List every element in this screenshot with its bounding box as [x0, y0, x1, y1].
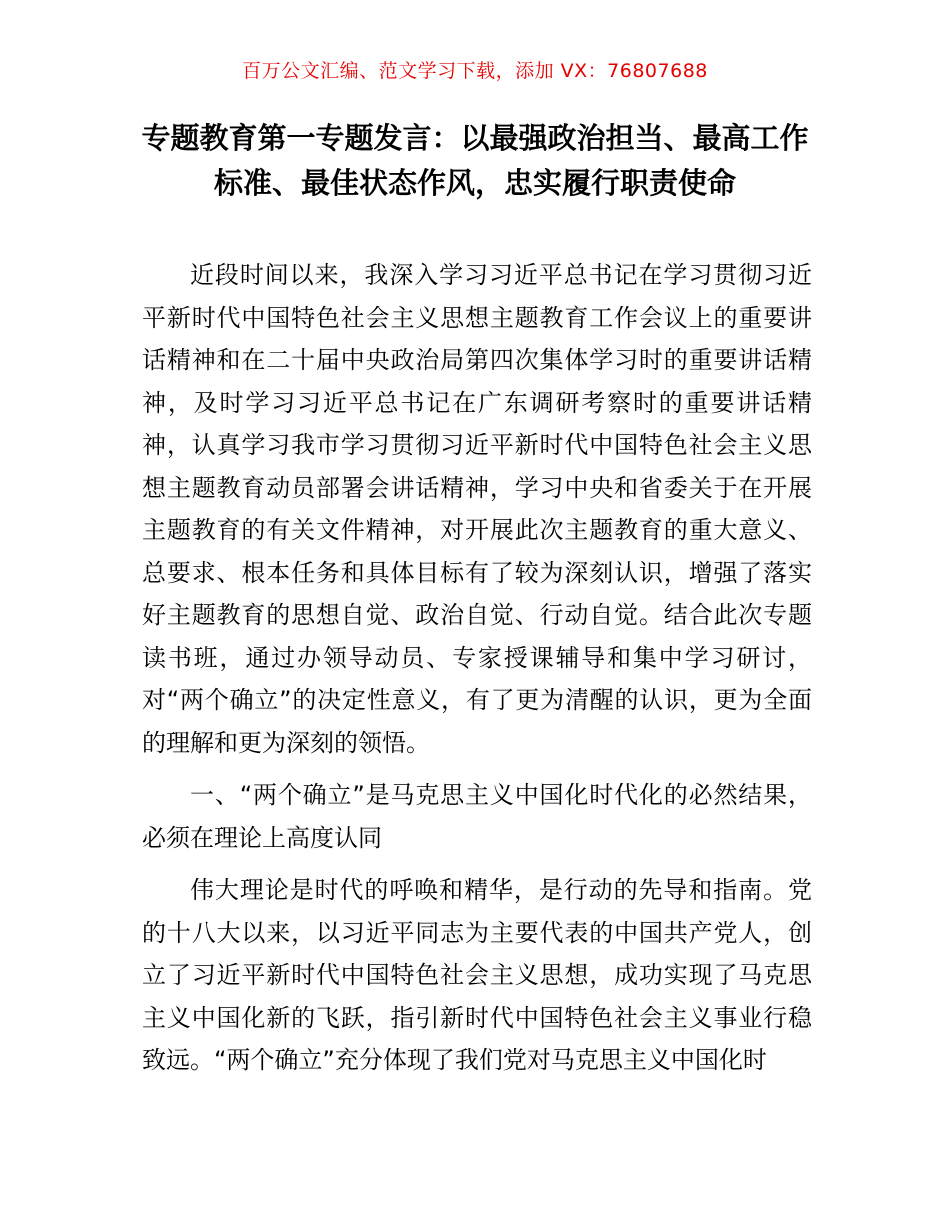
paragraph-section-1: 伟大理论是时代的呼唤和精华，是行动的先导和指南。党的十八大以来，以习近平同志为主要代表的中国共产党人，创立了习近平新时代中国特色社会主义思想，成功实现了马克思主义中国化新的飞跃，指引新时代中国特色社会主义事业行稳致远。“两个确立”充分体现了我们党对马克思主义中国化时 — [142, 876, 812, 1074]
document-title: 专题教育第一专题发言：以最强政治担当、最高工作标准、最佳状态作风，忠实履行职责使命 — [141, 121, 809, 200]
watermark-header: 百万公文汇编、范文学习下载，添加 VX：76807688 — [242, 60, 708, 82]
document-body — [142, 254, 812, 1092]
paragraph-intro: 近段时间以来，我深入学习习近平总书记在学习贯彻习近平新时代中国特色社会主义思想主题教育工作会议上的重要讲话精神和在二十届中央政治局第四次集体学习时的重要讲话精神，及时学习习近平总书记在广东调研考察时的重要讲话精神，认真学习我市学习贯彻习近平新时代中国特色社会主义思想主题教育动员部署会讲话精神，学习中央和省委关于在开展主题教育的有关文件精神，对开展此次主题教育的重大意义、总要求、根本任务和具体目标有了较为深刻认识，增强了落实好主题教育的思想自觉、政治自觉、行动自觉。结合此次专题读书班，通过办领导动员、专家授课辅导和集中学习研讨，对“两个确立”的决定性意义，有了更为清醒的认识，更为全面的理解和更为深刻的领悟。 — [142, 261, 812, 757]
section-heading-1: 一、“两个确立”是马克思主义中国化时代化的必然结果，必须在理论上高度认同 — [142, 781, 812, 852]
